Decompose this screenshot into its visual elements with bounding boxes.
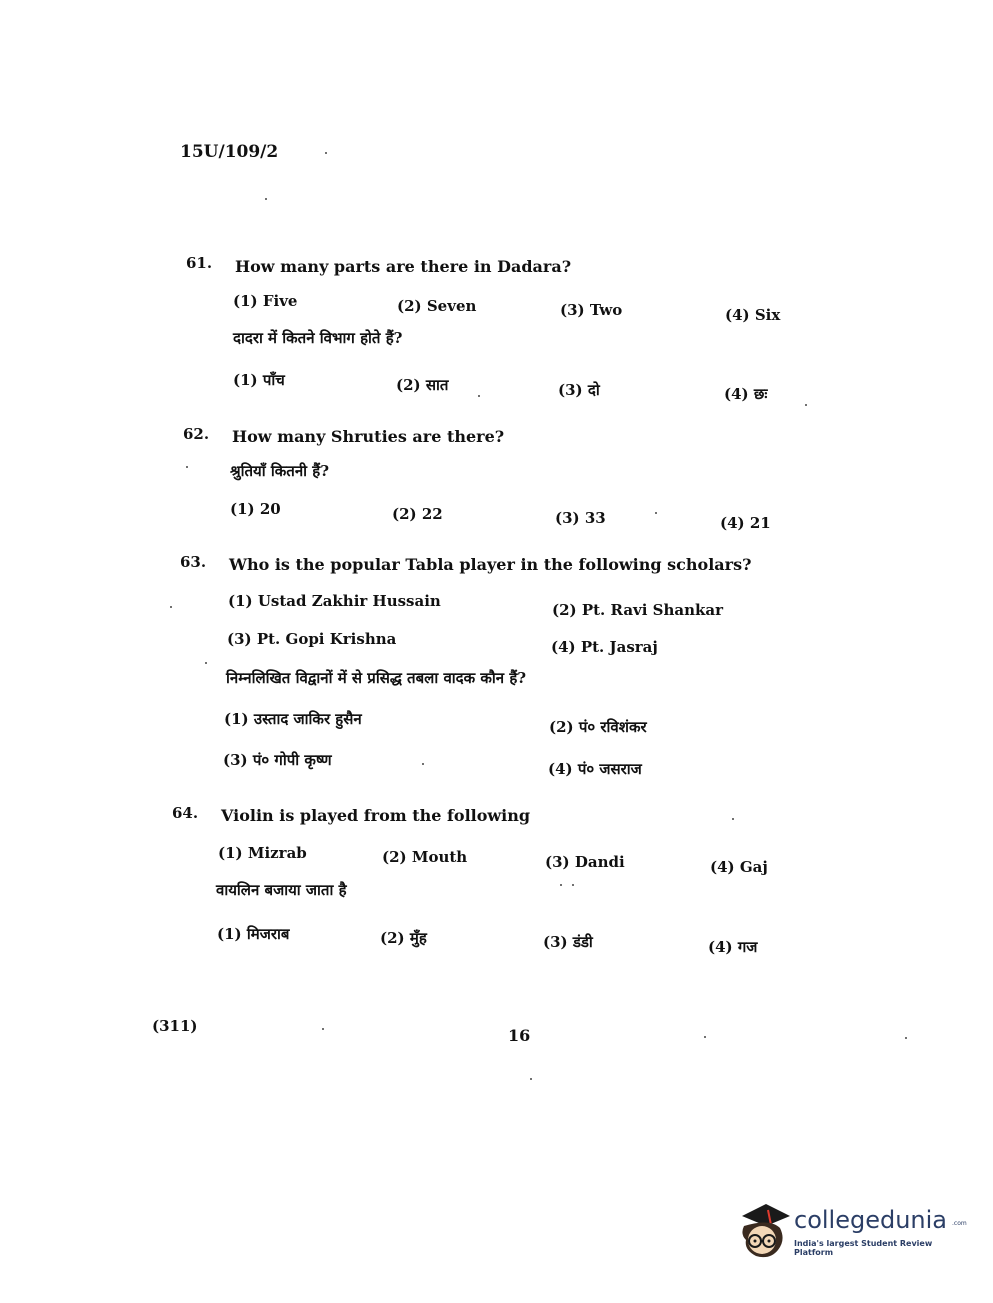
option-4: (4) 21 xyxy=(720,514,771,532)
question-text: Who is the popular Tabla player in the following scholars? xyxy=(229,555,752,574)
option-1: (1) 20 xyxy=(230,500,281,518)
question-text: How many parts are there in Dadara? xyxy=(235,257,572,276)
scan-speck xyxy=(905,1037,907,1039)
option-4: (4) Pt. Jasraj xyxy=(551,638,658,656)
option-3: (3) Pt. Gopi Krishna xyxy=(227,630,397,648)
option-4: (4) Six xyxy=(725,306,781,324)
option-2: (2) Mouth xyxy=(382,848,468,866)
option-3: (3) Two xyxy=(560,301,623,319)
option-3: (3) Dandi xyxy=(545,853,625,871)
question-text-hindi: दादरा में कितने विभाग होते हैं? xyxy=(233,329,403,347)
scan-speck xyxy=(732,818,734,820)
option-2: (2) Seven xyxy=(397,297,477,315)
option-1-hindi: (1) उस्ताद जाकिर हुसैन xyxy=(224,710,362,728)
scan-speck xyxy=(322,1028,324,1030)
option-1-hindi: (1) पाँच xyxy=(233,371,285,389)
option-2-hindi: (2) पं० रविशंकर xyxy=(549,718,647,736)
option-3-hindi: (3) दो xyxy=(558,381,600,399)
option-2: (2) Pt. Ravi Shankar xyxy=(552,601,724,619)
scan-speck xyxy=(704,1036,706,1038)
scan-speck xyxy=(265,198,267,200)
question-number: 61. xyxy=(186,254,213,272)
option-2: (2) 22 xyxy=(392,505,443,523)
option-4: (4) Gaj xyxy=(710,858,768,876)
scan-speck xyxy=(530,1078,532,1080)
scan-speck xyxy=(325,152,327,154)
question-number: 62. xyxy=(183,425,210,443)
option-4-hindi: (4) पं० जसराज xyxy=(548,760,642,778)
scan-speck xyxy=(186,466,188,468)
scan-speck xyxy=(560,884,562,886)
logo-wordmark: collegedunia xyxy=(794,1206,948,1234)
option-4-hindi: (4) छः xyxy=(724,385,768,403)
paper-code: 15U/109/2 xyxy=(180,142,279,162)
logo-tagline: India's largest Student Review Platform xyxy=(794,1239,933,1257)
question-text: Violin is played from the following xyxy=(221,806,531,825)
subject-code: (311) xyxy=(152,1017,198,1035)
option-2-hindi: (2) मुँह xyxy=(380,929,427,947)
scan-speck xyxy=(655,512,657,514)
option-4-hindi: (4) गज xyxy=(708,938,758,956)
collegedunia-watermark xyxy=(734,1196,967,1262)
question-text-hindi: निम्नलिखित विद्वानों में से प्रसिद्ध तबला वादक कौन हैं? xyxy=(226,669,527,687)
option-3: (3) 33 xyxy=(555,509,606,527)
scan-speck xyxy=(422,763,424,765)
scan-speck xyxy=(572,884,574,886)
option-1: (1) Ustad Zakhir Hussain xyxy=(228,592,441,610)
option-3-hindi: (3) डंडी xyxy=(543,933,593,951)
option-2-hindi: (2) सात xyxy=(396,376,449,394)
scan-speck xyxy=(170,606,172,608)
scan-speck xyxy=(805,404,807,406)
scan-speck xyxy=(478,395,480,397)
question-text-hindi: वायलिन बजाया जाता है xyxy=(216,881,347,899)
scan-speck xyxy=(205,662,207,664)
page-number: 16 xyxy=(508,1026,531,1045)
option-1-hindi: (1) मिजराब xyxy=(217,925,290,943)
mascot-logo-icon xyxy=(734,1196,792,1262)
option-3-hindi: (3) पं० गोपी कृष्ण xyxy=(223,751,332,769)
question-text: How many Shruties are there? xyxy=(232,427,505,446)
question-number: 64. xyxy=(172,804,199,822)
option-1: (1) Five xyxy=(233,292,298,310)
question-number: 63. xyxy=(180,553,207,571)
option-1: (1) Mizrab xyxy=(218,844,307,862)
question-text-hindi: श्रुतियाँ कितनी हैं? xyxy=(230,462,330,480)
logo-suffix: .com xyxy=(952,1220,967,1227)
